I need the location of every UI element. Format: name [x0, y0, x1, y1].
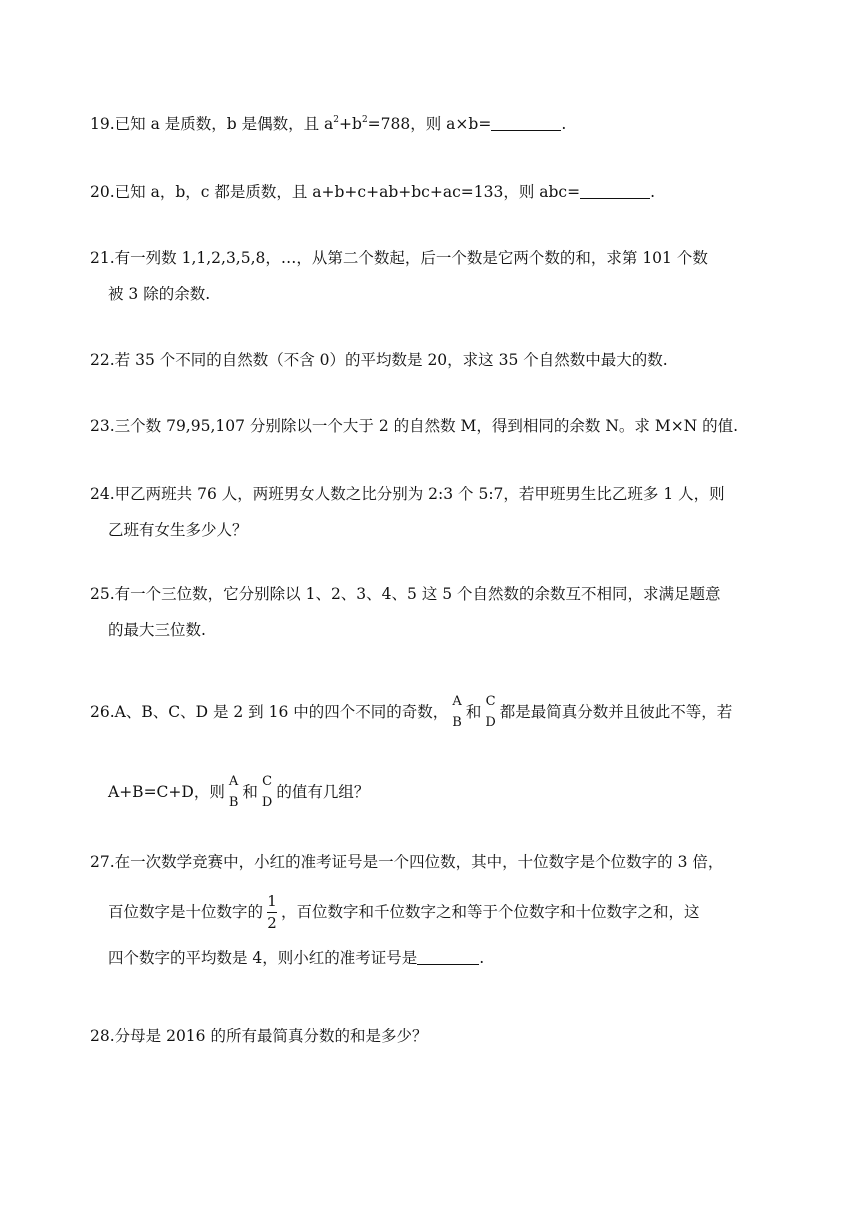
fraction-a-over-b — [452, 691, 462, 733]
numerator: C — [262, 774, 273, 789]
period: . — [479, 949, 485, 967]
fraction-c-over-d — [262, 771, 272, 813]
question-text: 的值有几组？ — [276, 783, 370, 801]
question-22 — [90, 350, 780, 370]
question-text: 已知 a 是质数，b 是偶数，且 a — [114, 115, 334, 133]
question-number: 26. — [90, 703, 115, 721]
answer-blank[interactable] — [580, 182, 650, 199]
period: . — [561, 115, 567, 133]
question-number: 24. — [90, 485, 115, 503]
question-text: 在一次数学竞赛中，小红的准考证号是一个四位数，其中，十位数字是个位数字的 3 倍， — [114, 853, 724, 871]
question-text: 都是最简真分数并且彼此不等，若 — [499, 703, 733, 721]
denominator: 2 — [267, 913, 277, 932]
question-28 — [90, 1026, 780, 1046]
period: . — [650, 183, 656, 201]
fraction-c-over-d — [485, 691, 495, 733]
question-text: 已知 a，b，c 都是质数，且 a+b+c+ab+bc+ac=133，则 abc= — [114, 183, 581, 201]
exponent: 2 — [361, 115, 368, 125]
question-number: 23. — [90, 417, 115, 435]
denominator: B — [452, 715, 462, 730]
question-text-continued: 乙班有女生多少人？ — [108, 521, 248, 539]
question-number: 22. — [90, 351, 115, 369]
denominator: B — [228, 795, 239, 810]
fraction-a-over-b — [229, 771, 239, 813]
question-text-continued: 被 3 除的余数. — [108, 285, 211, 303]
question-number: 28. — [90, 1027, 115, 1045]
question-27 — [90, 852, 780, 968]
numerator: C — [485, 694, 496, 709]
question-21 — [90, 248, 780, 304]
exponent: 2 — [333, 115, 340, 125]
numerator: 1 — [267, 891, 277, 910]
numerator: A — [228, 774, 239, 789]
conjunction: 和 — [242, 783, 258, 801]
question-text: 百位数字是十位数字的 — [108, 903, 264, 921]
answer-blank[interactable] — [417, 948, 479, 965]
question-text: 若 35 个不同的自然数（不含 0）的平均数是 20，求这 35 个自然数中最大的数. — [114, 351, 668, 369]
conjunction: 和 — [465, 703, 482, 721]
question-text: 有一个三位数，它分别除以 1、2、3、4、5 这 5 个自然数的余数互不相同，求满足题意 — [114, 585, 721, 603]
question-24 — [90, 484, 780, 540]
question-text: A+B=C+D，则 — [108, 783, 225, 801]
question-number: 25. — [90, 585, 115, 603]
question-text: 三个数 79,95,107 分别除以一个大于 2 的自然数 M，得到相同的余数 N。求 M×N 的值. — [114, 417, 739, 435]
question-number: 21. — [90, 249, 115, 267]
question-number: 27. — [90, 853, 115, 871]
question-text: 有一列数 1,1,2,3,5,8，…，从第二个数起，后一个数是它两个数的和，求第 101 个数 — [114, 249, 708, 267]
question-text-continued: 的最大三位数. — [108, 621, 206, 639]
question-text: +b — [339, 115, 362, 133]
numerator: A — [452, 694, 462, 709]
question-number: 19. — [90, 115, 115, 133]
question-26 — [90, 692, 780, 812]
question-19 — [90, 114, 780, 134]
question-number: 20. — [90, 183, 115, 201]
question-23 — [90, 416, 780, 436]
question-20 — [90, 182, 780, 202]
question-text: 甲乙两班共 76 人，两班男女人数之比分别为 2:3 个 5:7，若甲班男生比乙班多 1 人，则 — [114, 485, 725, 503]
denominator: D — [261, 795, 273, 810]
question-text: 四个数字的平均数是 4，则小红的准考证号是 — [108, 949, 418, 967]
denominator: D — [485, 715, 496, 730]
question-text: =788，则 a×b= — [367, 115, 492, 133]
question-25 — [90, 584, 780, 640]
fraction-one-half — [267, 891, 277, 934]
answer-blank[interactable] — [491, 114, 561, 131]
question-text: ，百位数字和千位数字之和等于个位数字和十位数字之和，这 — [281, 903, 700, 921]
question-text: 分母是 2016 的所有最简真分数的和是多少？ — [114, 1027, 428, 1045]
question-text: A、B、C、D 是 2 到 16 中的四个不同的奇数， — [114, 703, 449, 721]
